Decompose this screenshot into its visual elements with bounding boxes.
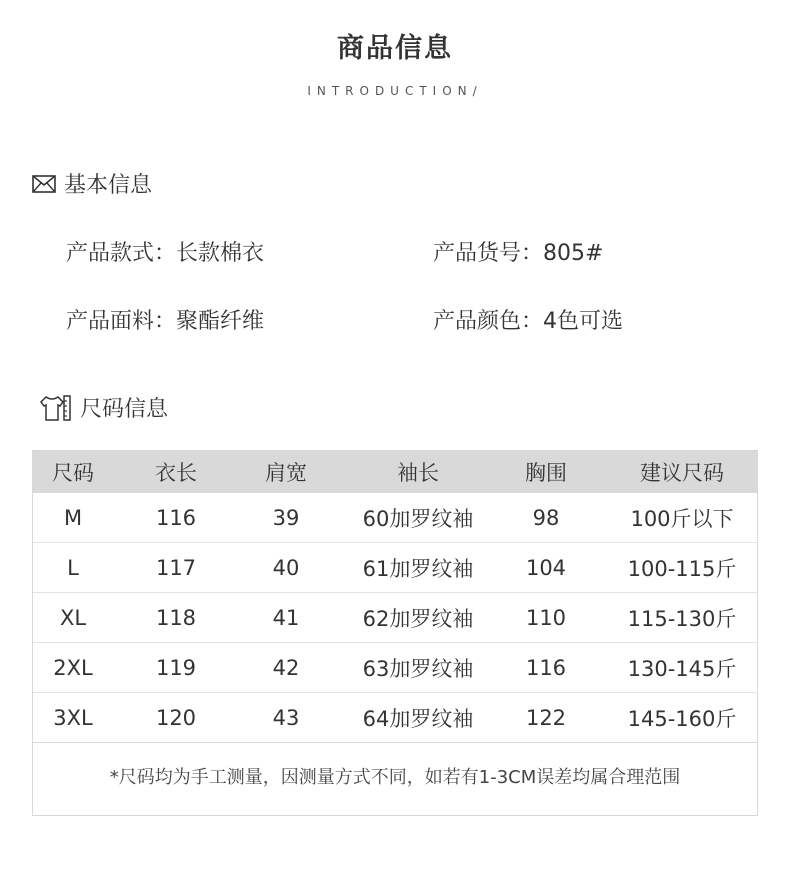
column-header: 袖长 (397, 461, 439, 485)
cell-shoulder: 41 (272, 605, 300, 630)
cell-chest: 110 (525, 605, 567, 630)
cell-sleeve: 61加罗纹袖 (362, 556, 474, 581)
cell-chest: 98 (532, 505, 560, 530)
cell-shoulder: 42 (272, 655, 300, 680)
cell-recommend: 115-130斤 (627, 606, 737, 631)
table-header-row (33, 451, 757, 493)
envelope-icon (32, 175, 56, 193)
table-row (33, 643, 757, 693)
cell-size: L (67, 555, 79, 580)
cell-sleeve: 64加罗纹袖 (362, 706, 474, 731)
cell-size: 2XL (53, 655, 93, 680)
cell-shoulder: 43 (272, 705, 300, 730)
table-row (33, 543, 757, 593)
cell-size: 3XL (53, 705, 93, 730)
shirt-ruler-icon (38, 394, 72, 422)
measurement-note: *尺码均为手工测量，因测量方式不同，如若有1-3CM误差均属合理范围 (109, 767, 681, 788)
cell-recommend: 145-160斤 (627, 706, 737, 731)
table-row (33, 493, 757, 543)
page-subtitle: INTRODUCTION/ (307, 84, 483, 98)
cell-recommend: 100-115斤 (627, 556, 737, 581)
basic-info-heading (32, 168, 152, 199)
info-fabric: 产品面料：聚酯纤维 (66, 309, 265, 334)
cell-length: 116 (155, 505, 197, 530)
info-item-number: 产品货号：805# (433, 241, 604, 266)
cell-chest: 116 (525, 655, 567, 680)
column-header: 衣长 (155, 461, 197, 485)
table-row (33, 593, 757, 643)
table-row (33, 693, 757, 743)
cell-recommend: 100斤以下 (630, 506, 734, 531)
column-header: 尺码 (52, 461, 94, 485)
info-color: 产品颜色：4色可选 (433, 309, 623, 334)
cell-shoulder: 39 (272, 505, 300, 530)
cell-chest: 104 (525, 555, 567, 580)
cell-length: 118 (155, 605, 197, 630)
cell-sleeve: 62加罗纹袖 (362, 606, 474, 631)
cell-size: M (63, 505, 83, 530)
page-title: 商品信息 (337, 33, 453, 64)
cell-length: 117 (155, 555, 197, 580)
cell-size: XL (59, 605, 87, 630)
cell-sleeve: 63加罗纹袖 (362, 656, 474, 681)
cell-chest: 122 (525, 705, 567, 730)
column-header: 建议尺码 (640, 461, 724, 485)
column-header: 肩宽 (265, 461, 307, 485)
size-info-heading (38, 392, 168, 423)
column-header: 胸围 (525, 461, 567, 485)
cell-length: 119 (155, 655, 197, 680)
size-table (32, 450, 758, 816)
cell-sleeve: 60加罗纹袖 (362, 506, 474, 531)
info-style: 产品款式：长款棉衣 (66, 241, 265, 266)
size-info-title: 尺码信息 (80, 397, 169, 422)
cell-shoulder: 40 (272, 555, 300, 580)
basic-info-title: 基本信息 (64, 173, 153, 198)
cell-recommend: 130-145斤 (627, 656, 737, 681)
cell-length: 120 (155, 705, 197, 730)
